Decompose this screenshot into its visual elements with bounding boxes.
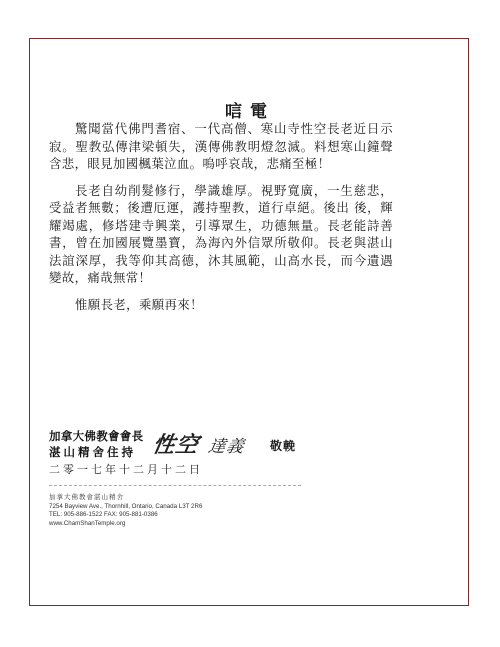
document-title: 唁電 xyxy=(225,102,275,122)
signature-part-2: 達義 xyxy=(206,437,247,457)
footer-phone-fax: TEL: 905-886-1522 FAX: 905-881-0386 xyxy=(49,511,158,518)
footer-org-name: 加拿大佛教會湛山精舍 xyxy=(49,493,124,501)
org-line-2: 湛山精舍住持 xyxy=(49,445,136,459)
paragraph-2: 長老自幼削髮修行，學識雄厚。視野寬廣，一生慈悲，受益者無數；後遭厄運，護持聖教，道行卓絕。後出 後，輝耀竭處，修塔建寺興業，引導眾生，功德無量。長老能詩善書，曾在加國展覽墨寶，為海內外信眾所敬仰。長老與湛山法誼深厚，我等仰其高德，沐其風範，山高水長，而今遺遇變故，痛哉無常！ xyxy=(49,182,393,285)
footer-website: www.ChamShanTemple.org xyxy=(49,519,126,527)
document-body xyxy=(49,120,393,322)
paragraph-1: 驚聞當代佛門耆宿、一代高僧、寒山寺性空長老近日示寂。聖教弘傳津梁頓失，漢傳佛教明燈忽滅。料想寒山鐘聲含悲，眼見加國楓葉泣血。嗚呼哀哉，悲痛至極！ xyxy=(49,121,393,171)
document-date: 二零一七年十二月十二日 xyxy=(49,463,203,476)
signatory-organization xyxy=(49,428,143,460)
signature-part-1: 性空 xyxy=(150,432,202,458)
handwritten-signature xyxy=(150,428,247,459)
respect-closing: 敬輓 xyxy=(270,439,297,453)
footer-address: 7254 Bayview Ave., Thornhill, Ontario, Canada L3T 2R6 xyxy=(49,502,203,510)
footer-divider xyxy=(49,485,301,486)
footer-contact xyxy=(49,493,202,528)
paragraph-3: 惟願長老，乘願再來！ xyxy=(75,296,203,312)
org-line-1: 加拿大佛教會會長 xyxy=(49,429,144,443)
